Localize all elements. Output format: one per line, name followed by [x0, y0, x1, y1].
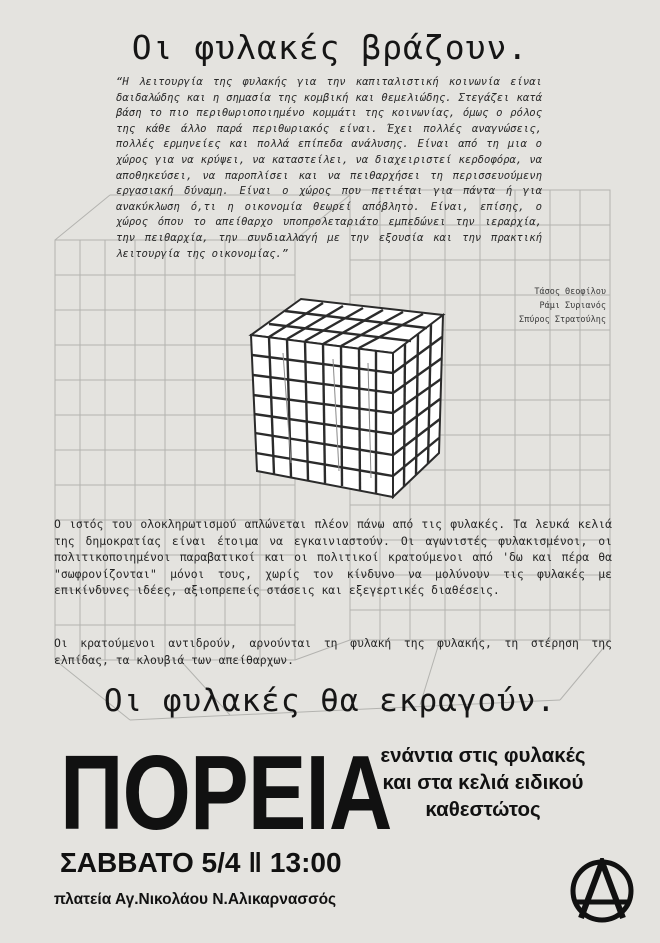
quote-authors [519, 285, 606, 327]
event-date-time: ΣΑΒΒΑΤΟ 5/4 ‖ 13:00 [60, 847, 342, 878]
headline-prisons-boil: Οι φυλακές βράζουν. [131, 28, 529, 67]
against-line: και στα κελιά ειδικού [382, 771, 584, 794]
quote-text: “Η λειτουργία της φυλακής για την καπιταλιστική κοινωνία είναι δαιδαλώδης και η σημασία της κομβική και θεμελιώδης. Στεγάζει κατά βάση το πιο περιθωριοποιημένο κομμάτι της κοινωνίας, όμως ο ρόλος της κάθε άλλο παρά περιθωριακός είναι. Έχει πολλές αναγνώσεις, πολλές ερμηνείες και πολλά επίπεδα ανάλυσης. Είναι από τη μια ο χώρος για να κρύψει, να καταστείλει, να διαχειριστεί κερδοφόρα, να αποθηκεύσει, να παροπλίσει και να πειθαρχήσει τη περισσευούμενη εργασιακή δύναμη. Είναι ο χώρος που πετιέται για πάντα ή για ανακύκλωση ό,τι η οικονομία θεωρεί απόβλητο. Είναι, επίσης, ο χώρος όπου το απείθαρχο υποπρολεταριάτο εμπεδώνει την ιεραρχία, την πειθαρχία, την συνδιαλλαγή με την εξουσία και την πρακτική λειτουργία της οικονομίας.” [116, 76, 542, 260]
headline-prisons-explode: Οι φυλακές θα εκραγούν. [103, 683, 557, 719]
against-line: ενάντια στις φυλακές [380, 744, 586, 767]
against-line: καθεστώτος [425, 798, 541, 821]
anarchy-icon [569, 858, 635, 924]
against-text [333, 742, 633, 823]
author-name: Σπύρος Στρατούλης [519, 315, 606, 325]
paragraph-totalitarianism: Ο ιστός του ολοκληρωτισμού απλώνεται πλέον πάνω από τις φυλακές. Τα λευκά κελιά της δημοκρατίας είναι έτοιμα να εγκαινιαστούν. Οι αγωνιστές φυλακισμένοι, οι πολιτικοποιημένοι παραβατικοί και οι πολιτικοί κρατούμενοι από 'δω και πέρα θα "σωφρονίζονται" μόνοι τους, χωρίς τον κίνδυνο να μολύνουν τις φυλακές με επικίνδυνες ιδέες, αξιοπρεπείς στάσεις και εξεγερτικές διαθέσεις. [54, 517, 612, 598]
event-location: πλατεία Αγ.Νικολάου Ν.Αλικαρνασσός [53, 891, 337, 908]
author-name: Ράμι Συριανός [539, 301, 606, 311]
author-name: Τάσος Θεοφίλου [534, 287, 606, 297]
prison-cube-illustration [243, 293, 453, 499]
paragraph-prisoners-react: Οι κρατούμενοι αντιδρούν, αρνούνται τη φυλακή της φυλακής, τη στέρηση της ελπίδας, τα κλουβιά των απείθαρχων. [54, 636, 612, 667]
march-heading: ΠΟΡΕΙΑ [60, 733, 392, 852]
